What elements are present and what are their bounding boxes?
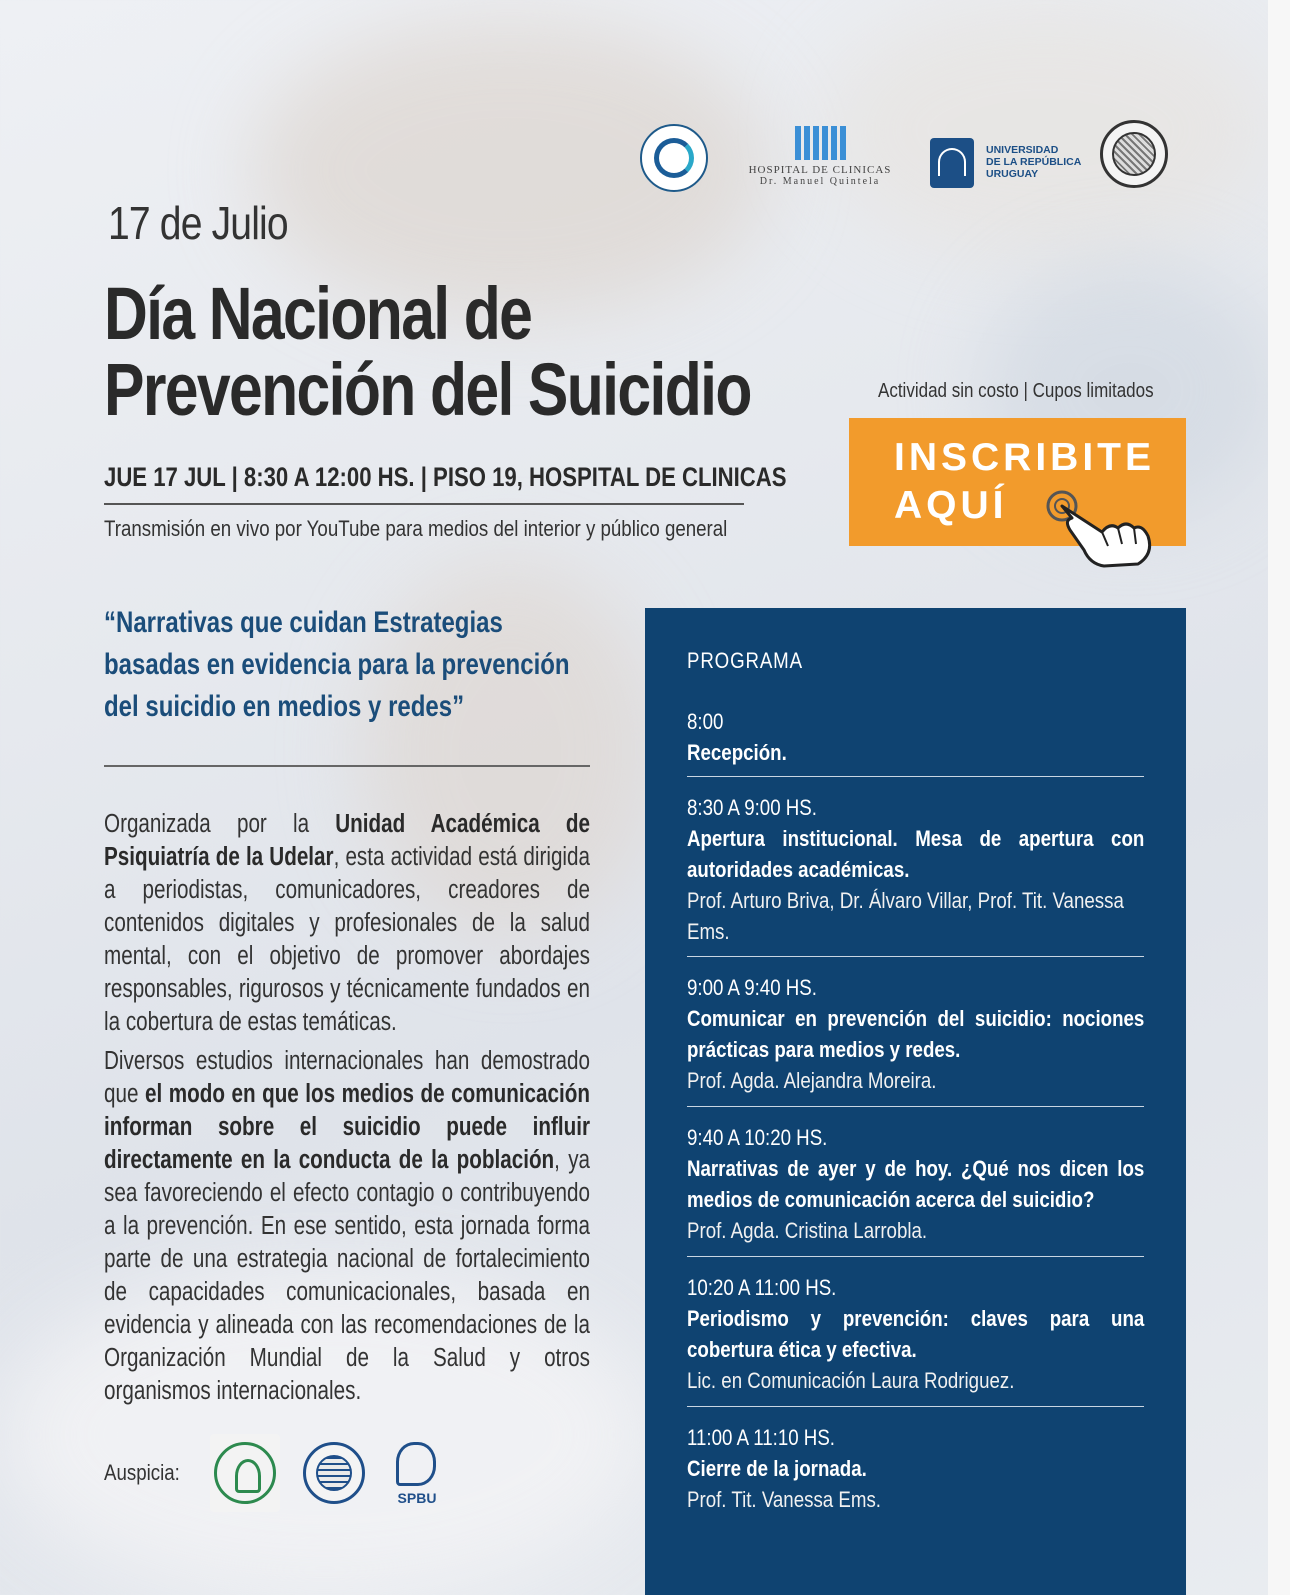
montevideo-sponsor-logo-icon xyxy=(303,1442,365,1504)
slot-time: 8:00 xyxy=(687,709,724,734)
udelar-building-icon xyxy=(930,138,974,188)
slot-time: 9:40 A 10:20 HS. xyxy=(687,1125,828,1150)
register-label: INSCRIBITE xyxy=(894,436,1156,479)
divider xyxy=(687,1406,1144,1407)
program-slot xyxy=(687,1422,1144,1515)
body-paragraph: Diversos estudios internacionales han demostrado que el modo en que los medios de comunicación informan sobre el suicidio puede influir directamente en la conducta de la población, ya sea favoreciendo el efecto contagio o contribuyendo a la prevención. En ese sentido, esta jornada forma parte de una estrategia nacional de fortalecimiento de capacidades comunicacionales, basada en evidencia y alineada con las recomendaciones de la Organización Mundial de la Salud y otros organismos internacionales. xyxy=(104,1047,591,1405)
udelar-name: UNIVERSIDAD DE LA REPÚBLICA URUGUAY xyxy=(986,144,1082,180)
program-panel xyxy=(645,608,1186,1595)
program-heading: PROGRAMA xyxy=(687,648,803,673)
hospital-clinicas-logo xyxy=(740,126,900,192)
program-slot xyxy=(687,1272,1144,1396)
slot-speakers: Lic. en Comunicación Laura Rodriguez. xyxy=(687,1368,1015,1393)
slot-topic: Apertura institucional. Mesa de apertura con autoridades académicas. xyxy=(687,826,1145,882)
slot-topic: Recepción. xyxy=(687,740,787,765)
slot-time: 10:20 A 11:00 HS. xyxy=(687,1275,837,1300)
register-label: AQUÍ xyxy=(894,484,1008,527)
slot-time: 11:00 A 11:10 HS. xyxy=(687,1425,835,1450)
slot-time: 9:00 A 9:40 HS. xyxy=(687,975,817,1000)
hospital-name: HOSPITAL DE CLINICAS xyxy=(748,164,892,176)
divider xyxy=(104,765,590,767)
api-sponsor-logo-icon xyxy=(210,1434,280,1512)
slot-speakers: Prof. Arturo Briva, Dr. Álvaro Villar, Prof. Tit. Vanessa Ems. xyxy=(687,888,1124,944)
hospital-bars-icon xyxy=(740,126,900,160)
divider xyxy=(687,1256,1144,1257)
sponsors-label: Auspicia: xyxy=(104,1460,180,1485)
event-details: JUE 17 JUL | 8:30 A 12:00 HS. | PISO 19, HOSPITAL DE CLINICAS xyxy=(104,462,787,492)
divider xyxy=(687,1106,1144,1107)
spbu-label: SPBU xyxy=(397,1490,437,1506)
stream-note: Transmisión en vivo por YouTube para medios del interior y público general xyxy=(104,516,728,541)
clinica-psiquiatria-logo-icon xyxy=(640,124,708,192)
slot-topic: Narrativas de ayer y de hoy. ¿Qué nos dicen los medios de comunicación acerca del suicidio? xyxy=(687,1156,1145,1212)
program-slot xyxy=(687,706,1144,768)
program-slot xyxy=(687,972,1144,1096)
slot-topic: Comunicar en prevención del suicidio: nociones prácticas para medios y redes. xyxy=(687,1006,1145,1062)
slot-speakers: Prof. Agda. Cristina Larrobla. xyxy=(687,1218,928,1243)
spbu-sponsor-logo xyxy=(392,1440,442,1510)
event-quote: “Narrativas que cuidan Estrategias basadas en evidencia para la prevención del suicidio en medios y redes” xyxy=(104,606,570,723)
slot-speakers: Prof. Agda. Alejandra Moreira. xyxy=(687,1068,937,1093)
program-slot xyxy=(687,1122,1144,1246)
hospital-subname: Dr. Manuel Quintela xyxy=(759,176,881,187)
uruguay-map-icon xyxy=(396,1442,436,1486)
program-slot xyxy=(687,792,1144,947)
logo-bar xyxy=(640,120,1185,200)
divider xyxy=(104,503,744,505)
slot-speakers: Prof. Tit. Vanessa Ems. xyxy=(687,1487,881,1512)
page-title: Día Nacional de Prevención del Suicidio xyxy=(104,272,751,431)
cost-note: Actividad sin costo | Cupos limitados xyxy=(878,380,1154,402)
slot-topic: Cierre de la jornada. xyxy=(687,1456,867,1481)
page-edge xyxy=(1268,0,1290,1595)
slot-topic: Periodismo y prevención: claves para una cobertura ética y efectiva. xyxy=(687,1306,1145,1362)
slot-time: 8:30 A 9:00 HS. xyxy=(687,795,817,820)
divider xyxy=(687,956,1144,957)
body-paragraph: Organizada por la Unidad Académica de Psiquiatría de la Udelar, esta actividad está dirigida a periodistas, comunicadores, creadores de contenidos digitales y profesionales de la salud mental, con el objetivo de promover abordajes responsables, rigurosos y técnicamente fundados en la cobertura de estas temáticas. xyxy=(104,810,590,1036)
divider xyxy=(687,776,1144,777)
udelar-logo xyxy=(930,138,1090,188)
pointing-hand-icon xyxy=(1040,486,1156,570)
event-date: 17 de Julio xyxy=(108,197,288,249)
facultad-medicina-seal-icon xyxy=(1100,120,1168,188)
